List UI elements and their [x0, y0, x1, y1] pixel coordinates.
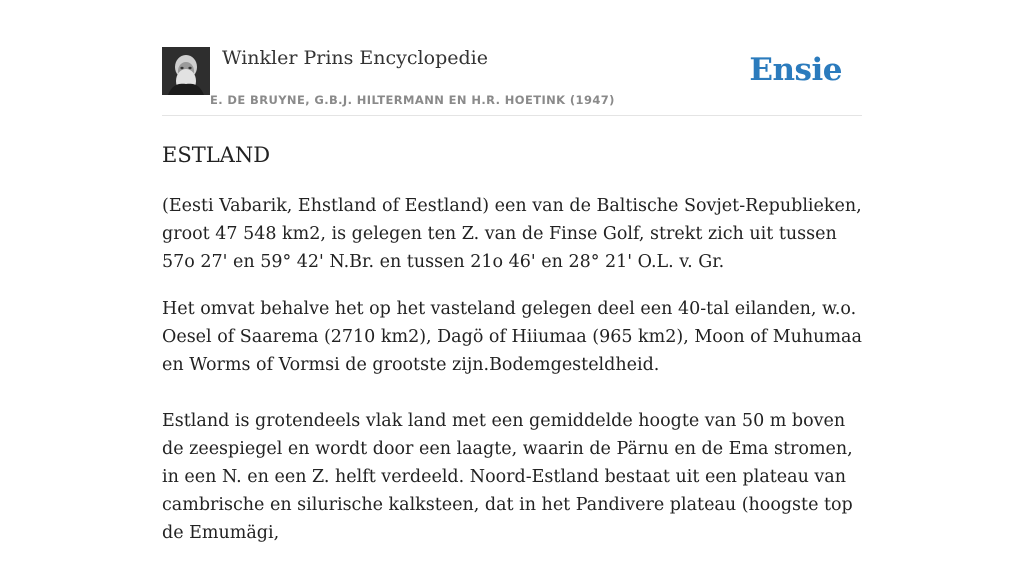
publication-header: [162, 46, 862, 116]
publication-authors: E. DE BRUYNE, G.B.J. HILTERMANN EN H.R. HOETINK (1947): [210, 93, 615, 107]
article-paragraph: Estland is grotendeels vlak land met een gemiddelde hoogte van 50 m boven de zeespiegel en wordt door een laagte, waarin de Pärnu en de Ema stromen, in een N. en een Z. helft verdeeld. Noord-Estland bestaat uit een plateau van cambrische en silurische kalksteen, dat in het Pandivere plateau (hoogste top de Emumägi,: [162, 411, 853, 543]
portrait-image: [162, 47, 210, 95]
article-title: ESTLAND: [162, 143, 271, 167]
publication-title[interactable]: Winkler Prins Encyclopedie: [222, 47, 488, 69]
author-portrait-icon[interactable]: [162, 47, 210, 95]
article-body: [162, 192, 862, 566]
article-paragraph: (Eesti Vabarik, Ehstland of Eestland) een van de Baltische Sovjet-Republieken, groot 47 548 km2, is gelegen ten Z. van de Finse Golf, strekt zich uit tussen 57o 27' en 59° 42' N.Br. en tussen 21o 46' en 28° 21' O.L. v. Gr.: [162, 196, 862, 272]
brand-logo-link[interactable]: Ensie: [749, 52, 842, 88]
article-paragraph: Het omvat behalve het op het vasteland gelegen deel een 40-tal eilanden, w.o. Oesel of Saarema (2710 km2), Dagö of Hiiumaa (965 km2), Moon of Muhumaa en Worms of Vormsi de grootste zijn.Bodemgesteldheid.: [162, 299, 862, 375]
